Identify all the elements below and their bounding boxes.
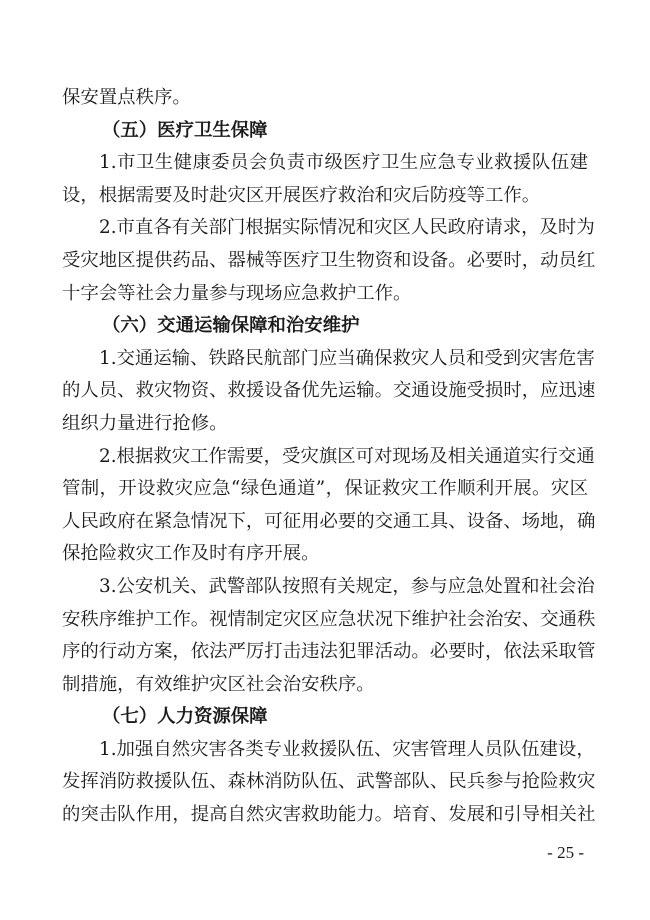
- paragraph-line: 2.根据救灾工作需要，受灾旗区可对现场及相关通道实行交通: [99, 445, 595, 467]
- paragraph-line: 发挥消防救援队伍、森林消防队伍、武警部队、民兵参与抢险救灾: [62, 771, 596, 793]
- paragraph-line: 设，根据需要及时赴灾区开展医疗救治和灾后防疫等工作。: [62, 184, 541, 206]
- paragraph-line: 管制，开设救灾应急“绿色通道”，保证救灾工作顺利开展。灾区: [62, 478, 588, 500]
- paragraph-line: 的突击队作用，提高自然灾害救助能力。培育、发展和引导相关社: [62, 804, 596, 826]
- paragraph-line: 1.交通运输、铁路民航部门应当确保救灾人员和受到灾害危害: [99, 347, 595, 369]
- paragraph-line: 制措施，有效维护灾区社会治安秩序。: [62, 673, 375, 695]
- section-heading: （五）医疗卫生保障: [102, 119, 268, 141]
- document-body: [62, 82, 596, 832]
- page-number: - 25 -: [547, 843, 584, 862]
- paragraph-line: 序的行动方案，依法严厉打击违法犯罪活动。必要时，依法采取管: [62, 641, 596, 663]
- paragraph-line: 保安置点秩序。: [62, 87, 191, 108]
- paragraph-line: 组织力量进行抢修。: [62, 412, 228, 434]
- paragraph-line: 1.加强自然灾害各类专业救援队伍、灾害管理人员队伍建设，: [99, 738, 595, 760]
- paragraph-line: 的人员、救灾物资、救援设备优先运输。交通设施受损时，应迅速: [62, 380, 596, 402]
- paragraph-line: 2.市直各有关部门根据实际情况和灾区人民政府请求，及时为: [99, 217, 595, 239]
- paragraph-line: 受灾地区提供药品、器械等医疗卫生物资和设备。必要时，动员红: [62, 249, 596, 271]
- paragraph-line: 保抢险救灾工作及时有序开展。: [62, 543, 320, 565]
- paragraph-line: 人民政府在紧急情况下，可征用必要的交通工具、设备、场地，确: [62, 510, 596, 532]
- paragraph-line: 安秩序维护工作。视情制定灾区应急状况下维护社会治安、交通秩: [62, 608, 596, 630]
- paragraph-line: 3.公安机关、武警部队按照有关规定，参与应急处置和社会治: [99, 575, 595, 597]
- section-heading: （六）交通运输保障和治安维护: [102, 315, 360, 337]
- section-heading: （七）人力资源保障: [102, 706, 268, 728]
- paragraph-line: 十字会等社会力量参与现场应急救护工作。: [62, 282, 412, 304]
- paragraph-line: 1.市卫生健康委员会负责市级医疗卫生应急专业救援队伍建: [99, 152, 588, 174]
